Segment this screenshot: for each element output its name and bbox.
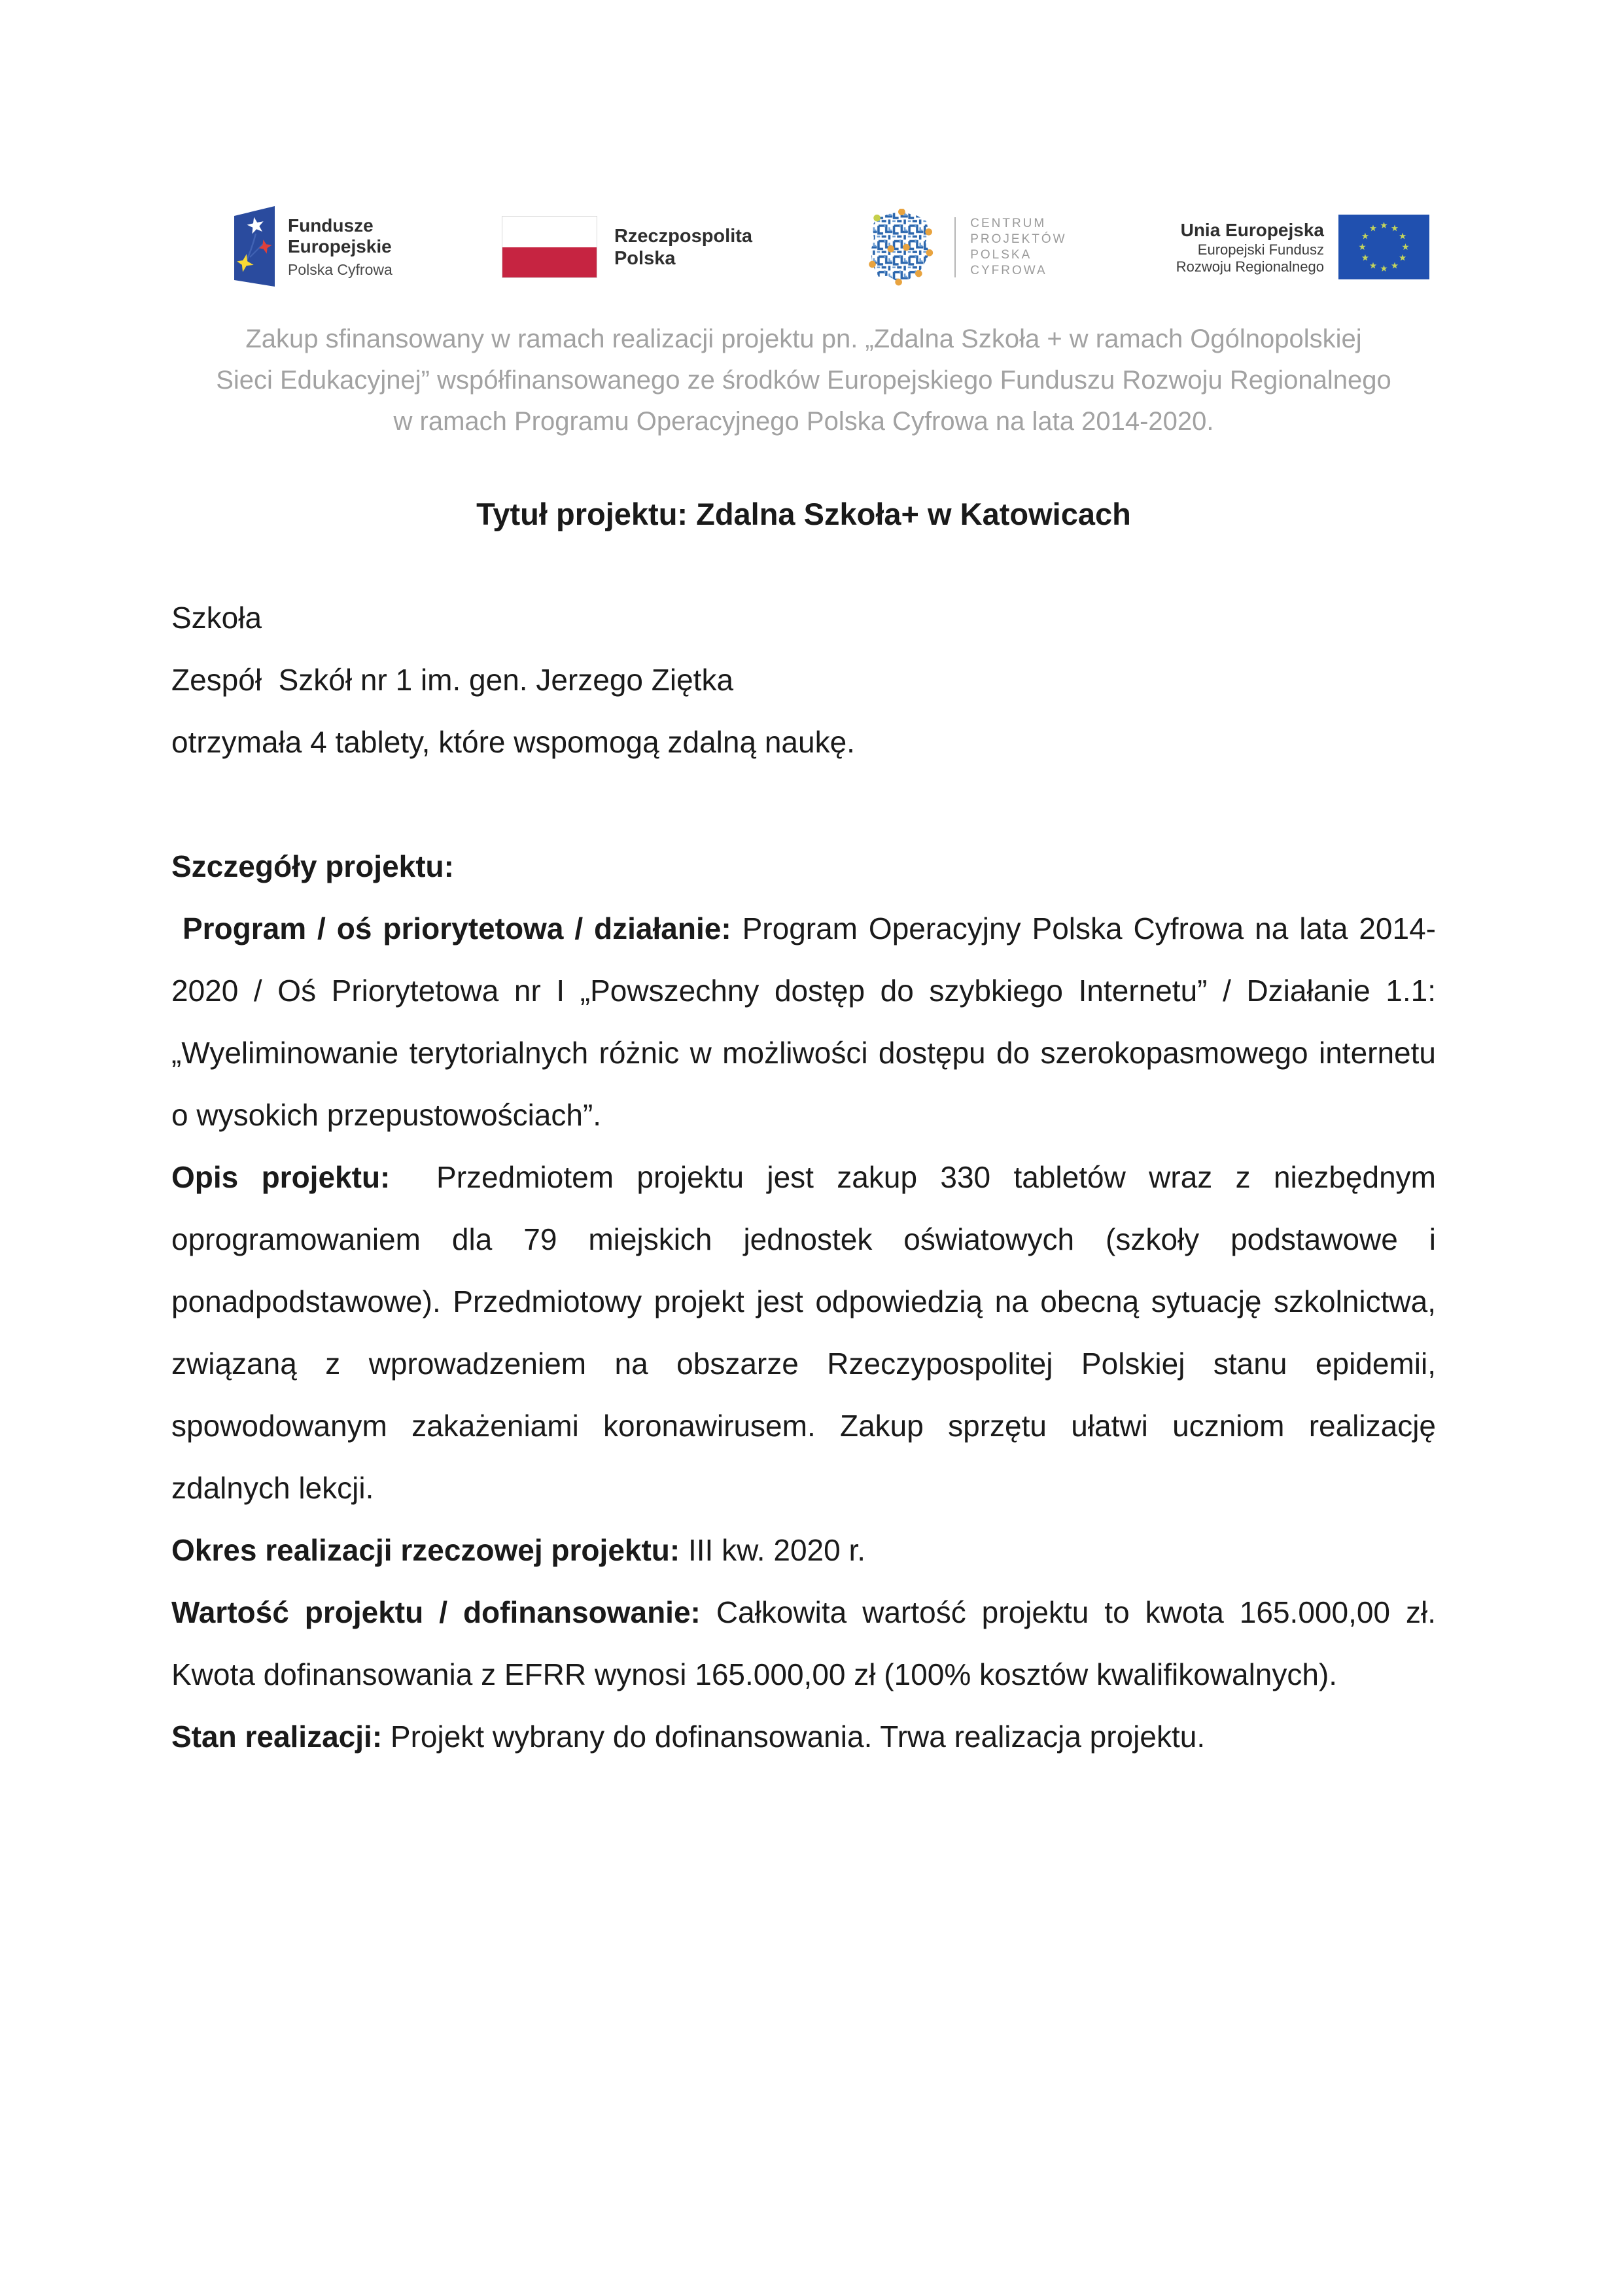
funding-note-line2: Sieci Edukacyjnej” współfinansowanego ze środków Europejskiego Funduszu Rozwoju Regionalnego [216,366,1391,395]
paragraph-wartosc [171,1581,1444,1706]
funding-note [171,319,1436,442]
rzeczpospolita-polska-logo [502,216,752,278]
fe-title-line1: Fundusze [288,215,374,236]
cppc-divider [954,217,956,277]
paragraph-stan [171,1706,1436,1768]
paragraph-stan-lead: Stan realizacji: [171,1720,383,1754]
rp-title-line1: Rzeczpospolita [614,225,753,247]
paragraph-program [171,898,1444,1146]
intro-line-school-label: Szkoła [171,601,262,635]
rp-title-line2: Polska [614,247,676,269]
unia-europejska-text [1176,219,1324,275]
paragraph-program-lead: Program / oś priorytetowa / działanie: [171,911,731,945]
paragraph-okres-lead: Okres realizacji rzeczowej projektu: [171,1533,680,1567]
cppc-line2: PROJEKTÓW [970,232,1067,246]
ue-subtitle-line1: Europejski Fundusz [1197,241,1324,258]
paragraph-okres [171,1519,1436,1581]
intro-line-school-result: otrzymała 4 tablety, które wspomogą zdalną naukę. [171,725,855,759]
paragraph-opis-text: Przedmiotem projektu jest zakup 330 tabletów wraz z niezbędnym oprogramowaniem dla 79 miejskich jednostek oświatowych (szkoły podstawowe i ponadpodstawowe). Przedmiotowy projekt jest odpowiedzią na obecną sytuację szkolnictwa, związaną z wprowadzeniem na obszarze Rzeczypospolitej Polskiej stanu epidemii, spowodowanym zakażeniami koronawirusem. Zakup sprzętu ułatwi uczniom realizację zdalnych lekcji. [171,1160,1444,1505]
project-details [171,836,1444,1768]
intro-block [171,587,1436,773]
cppc-circuit-poland-icon [862,209,939,286]
logo-bar [234,190,1429,304]
ue-subtitle-line2: Rozwoju Regionalnego [1176,258,1324,275]
cppc-text [970,216,1066,279]
fe-subtitle: Polska Cyfrowa [288,261,393,278]
cppc-line3: POLSKA [970,247,1032,262]
fundusze-europejskie-logo [234,206,393,288]
unia-europejska-logo [1176,215,1429,279]
paragraph-stan-text: Projekt wybrany do dofinansowania. Trwa realizacja projektu. [382,1720,1206,1754]
cppc-line1: CENTRUM [970,216,1047,230]
fundusze-europejskie-flag-icon [234,206,275,288]
fe-title-line2: Europejskie [288,236,392,256]
ue-title: Unia Europejska [1180,219,1324,240]
project-title: Tytuł projektu: Zdalna Szkoła+ w Katowicach [476,497,1131,531]
paragraph-wartosc-text: Całkowita wartość projektu to kwota 165.000,00 zł. Kwota dofinansowania z EFRR wynosi 165.000,00 zł (100% kosztów kwalifikowalnych). [171,1595,1444,1691]
paragraph-opis [171,1146,1444,1519]
paragraph-opis-lead: Opis projektu: [171,1160,391,1194]
paragraph-wartosc-lead: Wartość projektu / dofinansowanie: [171,1595,701,1629]
funding-note-line3: w ramach Programu Operacyjnego Polska Cyfrowa na lata 2014-2020. [393,407,1214,436]
poland-flag-icon [502,216,597,278]
fundusze-europejskie-text [288,215,393,279]
funding-note-line1: Zakup sfinansowany w ramach realizacji projektu pn. „Zdalna Szkoła + w ramach Ogólnopolskiej [245,325,1362,353]
details-heading: Szczegóły projektu: [171,849,454,883]
cppc-line4: CYFROWA [970,263,1047,277]
eu-flag-icon [1338,215,1429,279]
paragraph-program-text: Program Operacyjny Polska Cyfrowa na lata 2014-2020 / Oś Priorytetowa nr I „Powszechny dostęp do szybkiego Internetu” / Działanie 1.1: „Wyeliminowanie terytorialnych różnic w możliwości dostępu do szerokopasmowego internetu o wysokich przepustowościach”. [171,911,1444,1132]
intro-line-school-name: Zespół Szkół nr 1 im. gen. Jerzego Ziętka [171,663,734,697]
paragraph-okres-text: III kw. 2020 r. [680,1533,866,1567]
rzeczpospolita-polska-text [614,225,752,270]
cppc-logo [862,209,1066,286]
